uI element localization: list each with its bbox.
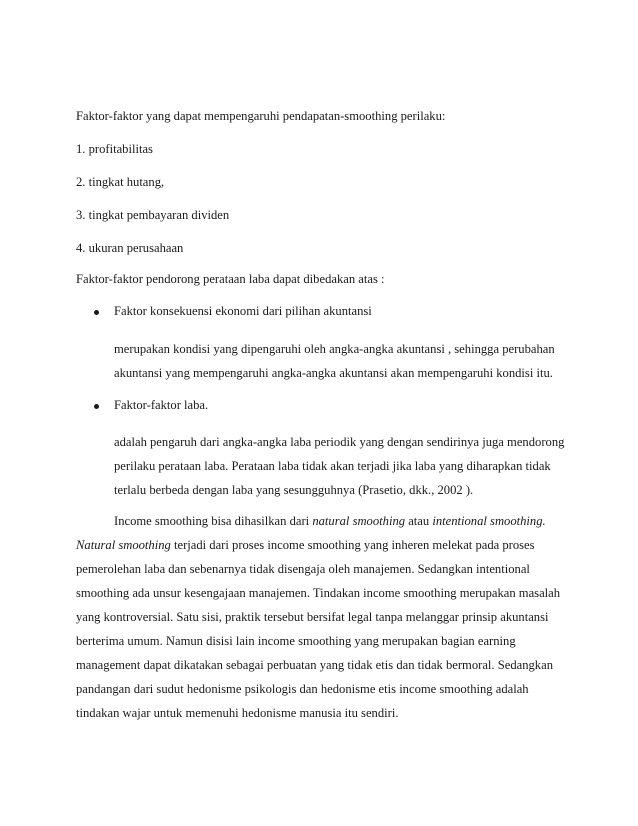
paragraph-text: atau	[405, 514, 433, 528]
paragraph-emphasis: intentional smoothing.	[432, 514, 546, 528]
paragraph-line: tindakan wajar untuk memenuhi hedonisme manusia itu sendiri.	[76, 706, 399, 720]
intro-line: Faktor-faktor yang dapat mempengaruhi pendapatan-smoothing perilaku:	[76, 109, 446, 123]
factor-item: 2. tingkat hutang,	[76, 175, 165, 189]
paragraph-line: pandangan dari sudut hedonisme psikologis dan hedonisme etis income smoothing adalah	[76, 682, 529, 696]
bullet-title: Faktor konsekuensi ekonomi dari pilihan akuntansi	[114, 304, 372, 318]
bullet-body-line: merupakan kondisi yang dipengaruhi oleh angka-angka akuntansi , sehingga perubahan	[114, 342, 555, 356]
bullet-dot	[94, 404, 99, 409]
bullet-dot	[94, 310, 99, 315]
paragraph-line: berterima umum. Namun disisi lain income smoothing yang merupakan bagian earning	[76, 634, 516, 648]
paragraph-emphasis: natural smoothing	[312, 514, 406, 528]
bullet-title: Faktor-faktor laba.	[114, 398, 209, 412]
paragraph-line	[114, 515, 546, 528]
bullet-body-line: terlalu berbeda dengan laba yang sesungguhnya (Prasetio, dkk., 2002 ).	[114, 483, 474, 497]
factor-item: 3. tingkat pembayaran dividen	[76, 208, 230, 222]
paragraph-line: smoothing ada unsur kesengajaan manajemen. Tindakan income smoothing merupakan masalah	[76, 586, 561, 600]
paragraph-line: yang kontroversial. Satu sisi, praktik tersebut bersifat legal tanpa melanggar prinsip akuntansi	[76, 610, 549, 624]
paragraph-emphasis: Natural smoothing	[76, 538, 171, 552]
paragraph-line: management dapat dikatakan sebagai perbuatan yang tidak etis dan tidak bermoral. Sedangkan	[76, 658, 553, 672]
paragraph-text: Income smoothing bisa dihasilkan dari	[114, 514, 313, 528]
paragraph-line: pemerolehan laba dan sebenarnya tidak disengaja oleh manajemen. Sedangkan intentional	[76, 562, 530, 576]
bullet-body-line: perilaku perataan laba. Perataan laba tidak akan terjadi jika laba yang diharapkan tidak	[114, 459, 551, 473]
bullet-body-line: adalah pengaruh dari angka-angka laba periodik yang dengan sendirinya juga mendorong	[114, 435, 565, 449]
factor-item: 4. ukuran perusahaan	[76, 241, 184, 255]
paragraph-line	[76, 539, 535, 552]
pendorong-intro: Faktor-faktor pendorong perataan laba dapat dibedakan atas :	[76, 272, 385, 286]
bullet-body-line: akuntansi yang mempengaruhi angka-angka akuntansi akan mempengaruhi kondisi itu.	[114, 366, 553, 380]
factor-item: 1. profitabilitas	[76, 142, 153, 156]
paragraph-text: terjadi dari proses income smoothing yang inheren melekat pada proses	[170, 538, 535, 552]
